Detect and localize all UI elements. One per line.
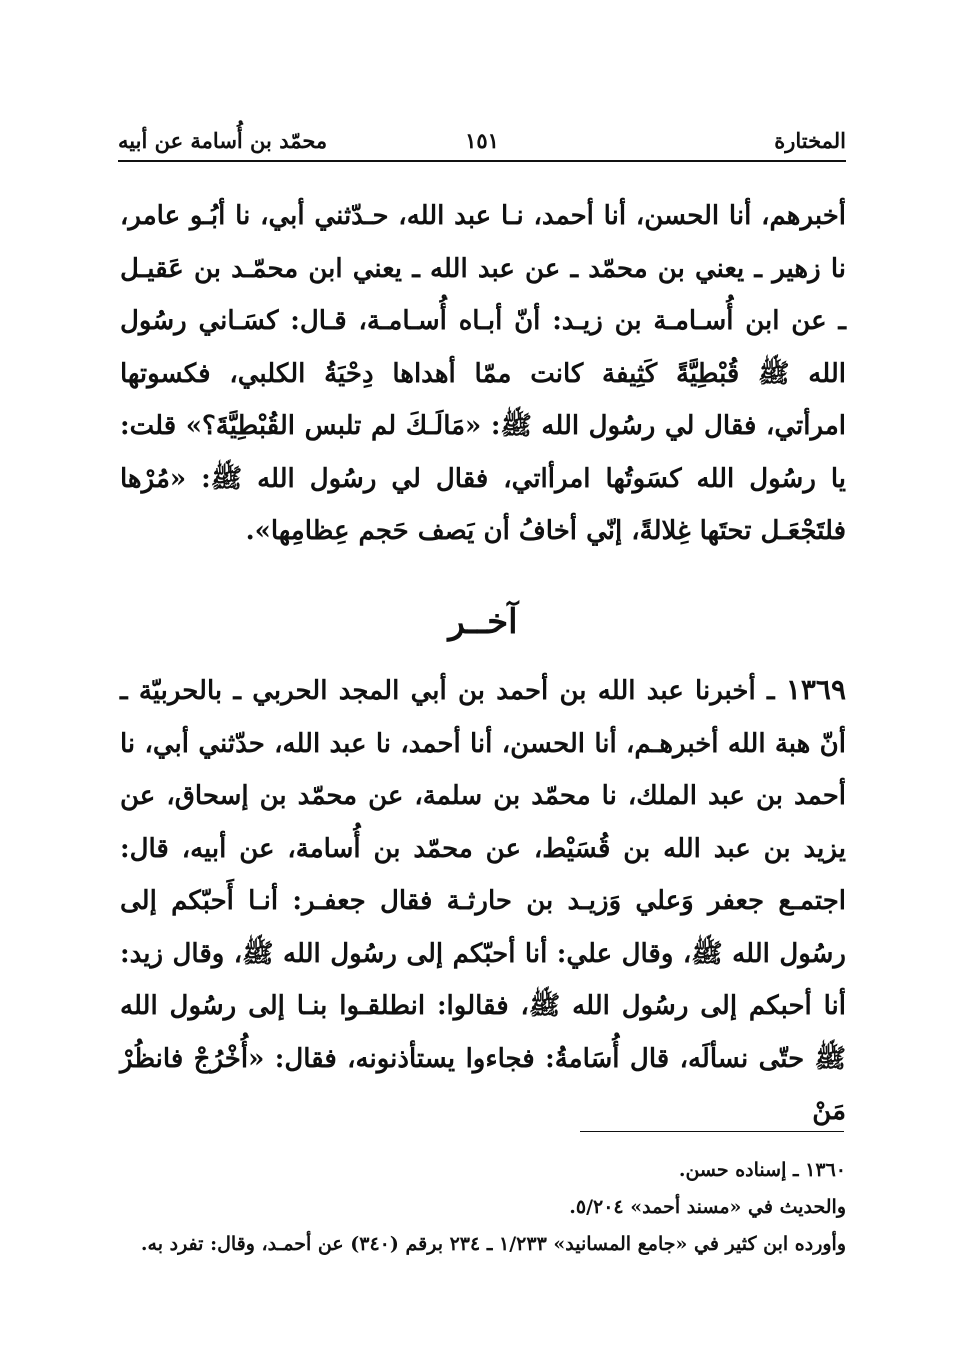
- page-number: ١٥١: [465, 128, 499, 153]
- footnote-line: ١٣٦٠ ـ إسناده حسن.: [678, 1159, 846, 1181]
- footnotes: [120, 1152, 846, 1263]
- hadith-entry: [120, 664, 846, 1138]
- header-book-title: المختارة: [774, 128, 846, 153]
- header-rule: [118, 160, 846, 162]
- running-header: [118, 126, 846, 160]
- footnote-rule: [580, 1131, 844, 1132]
- section-title: آخــر: [448, 602, 518, 642]
- entry-number: ١٣٦٩: [785, 673, 846, 706]
- entry-text: ـ أخبرنا عبد الله بن أحمد بن أبي المجد الحربي ـ بالحربيّة ـ أنّ هبة الله أخبرهـم، أنا الحسن، أنا أحمد، نا عبد الله، حدّثني أبي، نا أحمد بن عبد الملك، نا محمّد بن سلمة، عن محمّد بن إسحاق، عن يزيد بن عبد الله بن قُسَيْط، عن محمّد بن أُسامة، عن أبيه، قال: اجتمـع جعفر وَعلي وَزيـد بن حارثـة فقال جعفـر: أنـا أَحبّكم إلى رسُول الله ﷺ، وقال علي: أنا أحبّكم إلى رسُول الله ﷺ، وقال زيد: أنا أحبكم إلى رسُول الله ﷺ، فقالوا: انطلقـوا بنـا إلى رسُول الله ﷺ حتّى نسألَه، قال أُسَامةُ: فجاءوا يستأذنونه، فقال: «أُخْرُجْ فانظُرْ مَنْ: [120, 676, 846, 1126]
- body-paragraph-1: أخبرهم، أنا الحسن، أنا أحمد، نـا عبد الله، حـدّثني أبي، نا أبُـو عامر، نا زهير ـ يعني بن محمّد ـ عن عبد الله ـ يعني ابن محمّـد بن عَقيـل ـ عن ابن أُسـامـة بن زيـد: أنّ أبـاه أُسـامـة، قـال: كسَـاني رسُول الله ﷺ قُبْطِيَّةً كَثِيفة كانت ممّا أهداها دِحْيَةُ الكلبي، فكسوتها امرأتي، فقال لي رسُول الله ﷺ: «مَالَـكَ لم تلبس القُبْطِيَّةَ؟» قلت: يا رسُول الله كسَوتُها امرأاتي، فقال لي رسُول الله ﷺ: «مُرْها فلتَجْعَـل تحتَها غِلالةً، إنّي أخافُ أن يَصف حَجم عِظامِها».: [120, 201, 846, 546]
- footnote-line: وأورده ابن كثير في «جامع المسانيد» ١/٢٣٣ ـ ٢٣٤ برقم (٣٤٠) عن أحمـد، وقال: تفرد به.: [140, 1233, 846, 1255]
- footnote-line: والحديث في «مسند أحمد» ٥/٢٠٤.: [569, 1196, 846, 1218]
- header-chapter-title: محمّد بن أُسامة عن أبيه: [118, 128, 328, 153]
